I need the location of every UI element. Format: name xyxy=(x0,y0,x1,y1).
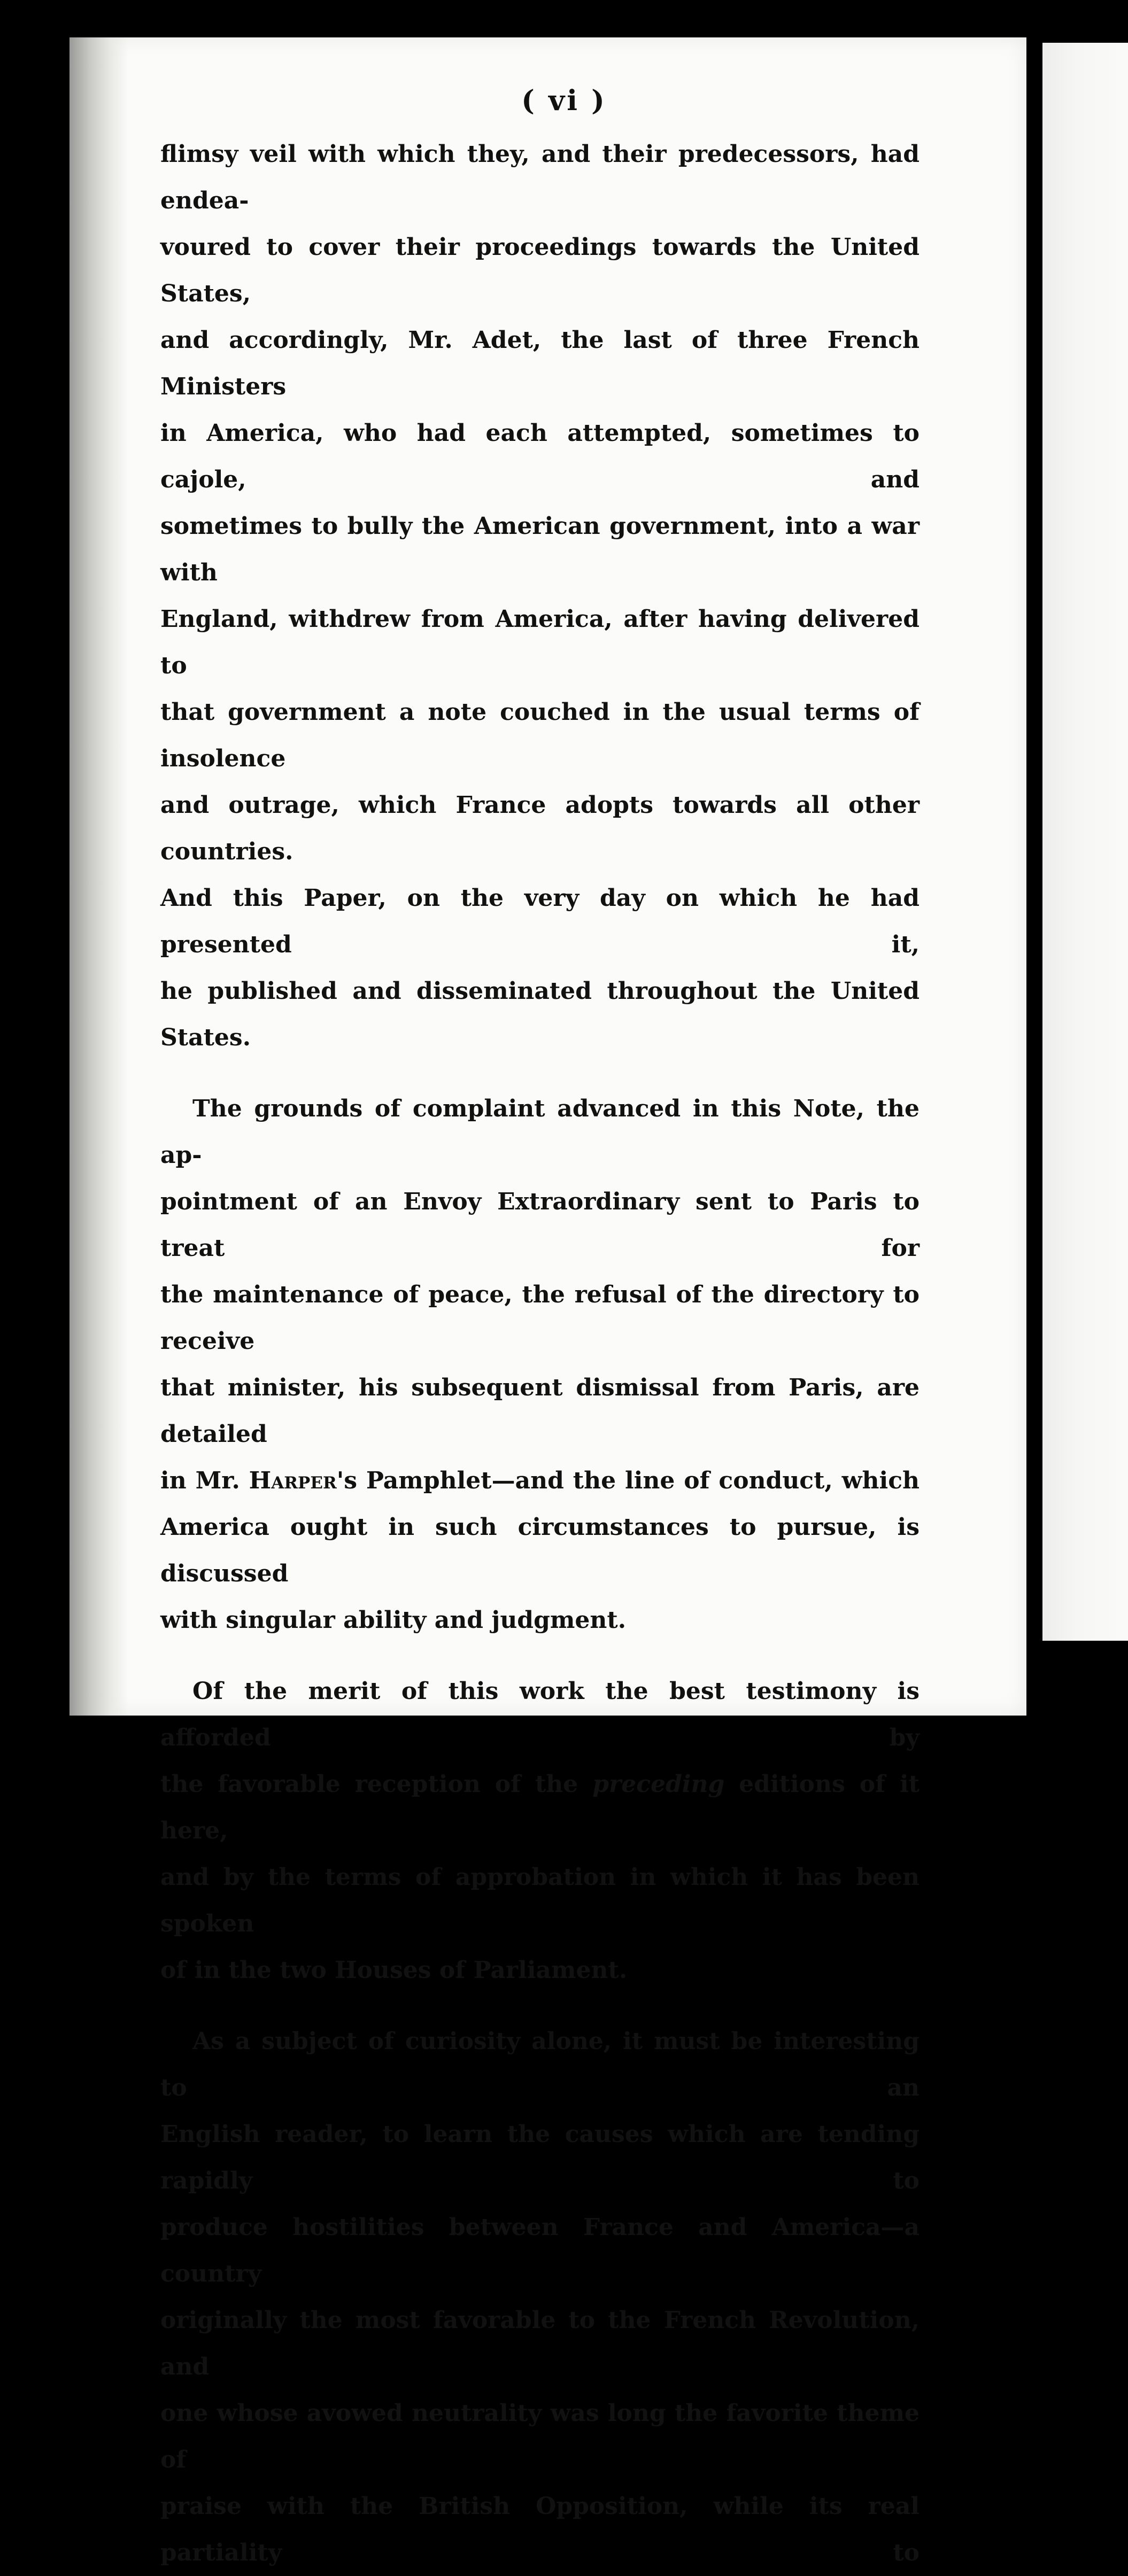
text-line: Of the merit of this work the best testimony is afforded by xyxy=(160,1678,920,1751)
text-line: with singular ability and judgment. xyxy=(160,1607,627,1634)
text-line xyxy=(160,1761,920,1854)
body-text xyxy=(160,131,920,2576)
page-gutter-shadow xyxy=(69,37,128,1716)
text-fragment: in Mr. xyxy=(160,1467,249,1494)
text-fragment: editions of it here, xyxy=(160,1771,920,1844)
text-line: voured to cover their proceedings towards the United States, xyxy=(160,234,920,307)
text-line: And this Paper, on the very day on which he had presented it, xyxy=(160,884,920,958)
adjacent-page-edge xyxy=(1042,43,1128,1641)
text-line: that minister, his subsequent dismissal from Paris, are detailed xyxy=(160,1374,920,1448)
text-line: pointment of an Envoy Extraordinary sent to Paris to treat for xyxy=(160,1188,920,1262)
italic-word: preceding xyxy=(592,1771,725,1798)
paragraph-4 xyxy=(160,2018,920,2576)
text-line: flimsy veil with which they, and their predecessors, had endea- xyxy=(160,141,920,214)
text-line: produce hostilities between France and America—a country xyxy=(160,2214,920,2287)
text-line: that government a note couched in the usual terms of insolence xyxy=(160,699,920,772)
text-fragment: the favorable reception of the xyxy=(160,1771,593,1798)
text-line: England, withdrew from America, after having delivered to xyxy=(160,606,920,679)
page-number-header: ( vi ) xyxy=(521,84,607,117)
text-line: and accordingly, Mr. Adet, the last of three French Ministers xyxy=(160,327,920,400)
author-name-smallcaps: Harper xyxy=(249,1467,337,1494)
text-line: he published and disseminated throughout the United States. xyxy=(160,977,920,1051)
text-line: The grounds of complaint advanced in this Note, the ap- xyxy=(160,1095,920,1169)
text-line xyxy=(160,1457,920,1504)
text-line: of in the two Houses of Parliament. xyxy=(160,1957,628,1984)
text-line: in America, who had each attempted, sometimes to cajole, and xyxy=(160,420,920,493)
text-line: originally the most favorable to the French Revolution, and xyxy=(160,2307,920,2380)
text-line: one whose avowed neutrality was long the favorite theme of xyxy=(160,2400,920,2473)
text-line: English reader, to learn the causes which are tending rapidly to xyxy=(160,2121,920,2194)
text-line: praise with the British Opposition, while its real partiality to xyxy=(160,2493,920,2566)
paragraph-3 xyxy=(160,1668,920,1993)
paragraph-1 xyxy=(160,131,920,1061)
paragraph-2 xyxy=(160,1085,920,1643)
text-line: sometimes to bully the American government, into a war with xyxy=(160,513,920,586)
text-line: the maintenance of peace, the refusal of the directory to receive xyxy=(160,1281,920,1355)
text-line: America ought in such circumstances to pursue, is discussed xyxy=(160,1514,920,1587)
text-line: and by the terms of approbation in which it has been spoken xyxy=(160,1864,920,1937)
text-fragment: 's Pamphlet—and the line of conduct, which xyxy=(336,1467,920,1494)
text-line: and outrage, which France adopts towards all other countries. xyxy=(160,792,920,865)
text-line: As a subject of curiosity alone, it must be interesting to an xyxy=(160,2028,920,2101)
